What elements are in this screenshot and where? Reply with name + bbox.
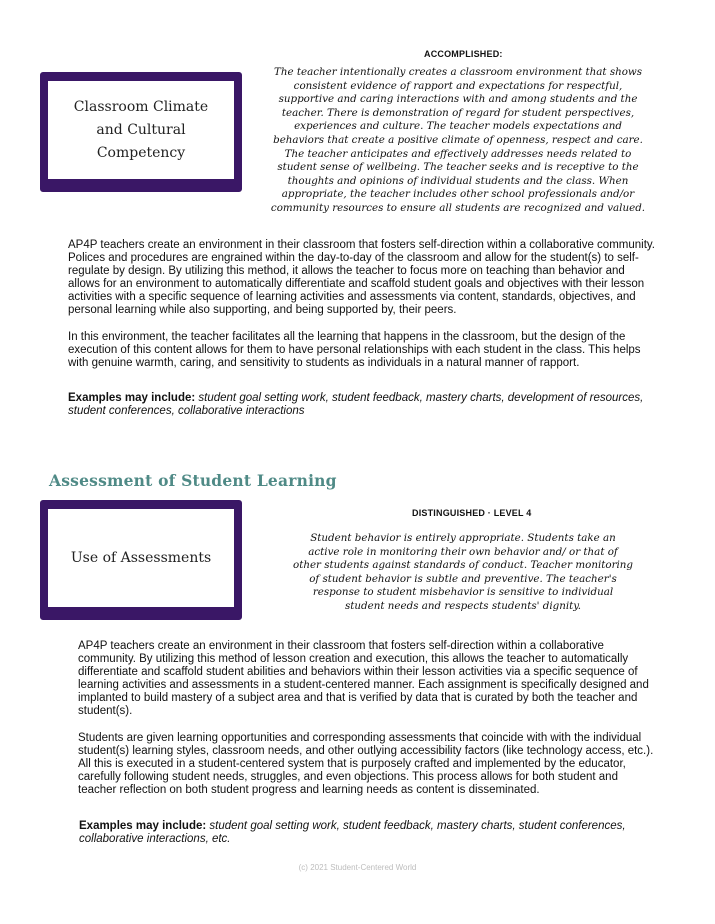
examples-list: student goal setting work, student feedback, mastery charts, development of resources, student conferences, collaborative interactions <box>68 392 644 417</box>
monitor-box-climate <box>40 72 242 192</box>
section-title-assessment: Assessment of Student Learning <box>49 471 337 490</box>
section2-paragraph-2: Students are given learning opportunities and corresponding assessments that coincide with with the individual student(s) learning styles, classroom needs, and other outlying accessibility factors (like technology access, etc.). All this is executed in a student-centered system that is purposely crafted and implemented by the educator, carefully following student needs, struggles, and even objections. This process allows for both student and teacher reflection on both student progress and learning needs as content is disseminated. <box>78 732 654 796</box>
section1-body <box>68 239 656 370</box>
examples-label: Examples may include: <box>68 392 196 404</box>
rubric-text-accomplished: The teacher intentionally creates a classroom environment that shows consistent evidence of rapport and expectations for respectful, supportive and caring interactions with and among students and the teacher. There is demonstration of regard for student perspectives, experiences and culture. The teacher models expectations and behaviors that create a positive climate of openness, respect and care. The teacher anticipates and effectively addresses needs related to student sense of wellbeing. The teacher seeks and is receptive to the thoughts and opinions of individual students and the class. When appropriate, the teacher includes other school professionals and/or community resources to ensure all students are recognized and valued. <box>270 66 646 214</box>
competency-label-assessments: Use of Assessments <box>70 549 212 566</box>
level-heading-accomplished: ACCOMPLISHED: <box>424 49 503 59</box>
section1-paragraph-1: AP4P teachers create an environment in their classroom that fosters self-direction within a collaborative community. Polices and procedures are engrained within the day-to-day of the classroom and allow for the student(s) to self-regulate by design. By utilizing this method, it allows the teacher to focus more on teaching than behavior and allows for an environment to automatically differentiate and scaffold student goals and objectives with their lesson activities with a specific sequence of learning activities and assessments via content, standards, objectives, and personal learning while also supporting, and being supported by, their peers. <box>68 239 655 316</box>
section1-paragraph-2: In this environment, the teacher facilitates all the learning that happens in the classroom, but the design of the execution of this content allows for them to have personal relationships with each student in the class. This helps with genuine warmth, caring, and sensitivity to students as individuals in a natural manner of rapport. <box>68 331 641 369</box>
copyright-footer: (c) 2021 Student-Centered World <box>298 863 417 872</box>
section2-examples <box>79 820 649 846</box>
competency-label-climate: Classroom Climate and Cultural Competency <box>73 98 209 161</box>
section2-paragraph-1: AP4P teachers create an environment in their classroom that fosters self-direction within a collaborative community. By utilizing this method of lesson creation and execution, this allows the teacher to automatically differentiate and scaffold student abilities and behaviors within their lesson activities via a specific sequence of learning activities and assessments in a student-centered manner. Each assignment is specifically designed and implanted to build mastery of a subject area and that is verified by data that is curated by both the teacher and student(s). <box>78 640 649 717</box>
level-heading-distinguished: DISTINGUISHED · LEVEL 4 <box>412 508 532 518</box>
examples-label: Examples may include: <box>79 820 207 832</box>
monitor-box-assessments <box>40 500 242 620</box>
rubric-text-distinguished: Student behavior is entirely appropriate. Students take an active role in monitoring their own behavior and/ or that of other students against standards of conduct. Teacher monitoring of student behavior is subtle and preventive. The teacher's response to student misbehavior is sensitive to individual student needs and respects students' dignity. <box>293 532 634 612</box>
examples-list: student goal setting work, student feedback, mastery charts, student conferences, collaborative interactions, etc. <box>79 820 626 845</box>
section2-body <box>78 640 658 797</box>
section1-examples <box>68 392 653 418</box>
